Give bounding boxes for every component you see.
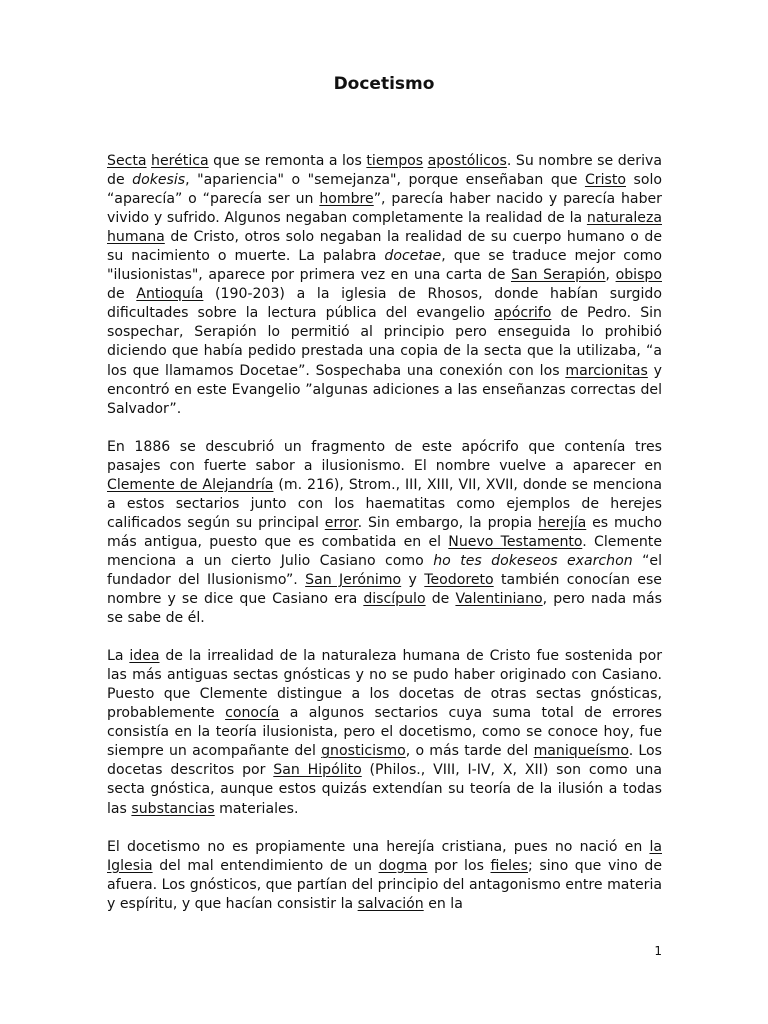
text-run: que se remonta a los [208,153,367,169]
italic-term: ho tes dokeseos exarchon [433,552,633,569]
inline-link[interactable]: herética [151,153,209,169]
text-run: del mal entendimiento de un [152,857,379,874]
inline-link[interactable]: marcionitas [565,362,648,379]
paragraph [107,152,662,419]
text-run: de Pedro. Sin sospechar, Serapión lo permitió al principio pero enseguida lo prohibió diciendo que había pedido prestada una copia de la secta que la utilizaba, “a los que llamamos Docetae”. Sospechaba una conexión con los [107,305,662,379]
inline-link[interactable]: Antioquía [136,286,204,303]
inline-link[interactable]: fieles [490,857,529,874]
page-number: 1 [654,944,662,958]
inline-link[interactable]: dogma [378,857,428,874]
text-run: de la irrealidad de la naturaleza humana de Cristo fue sostenida por las más antiguas sectas gnósticas y no se pudo haber originado con Casiano. Puesto que Clemente distingue a los docetas de otras sectas gnósticas, probablemente [107,648,663,722]
document-title: Docetismo [333,74,435,94]
inline-link[interactable]: Nuevo Testamento [448,533,583,550]
paragraph [107,438,662,628]
italic-term: docetae [384,248,442,265]
inline-link[interactable]: discípulo [363,591,426,608]
inline-link[interactable]: error [324,514,358,531]
text-run: materiales. [214,800,299,817]
text-run: de [107,286,137,303]
text-run: de Cristo, otros solo negaban la realidad de su cuerpo humano o de su nacimiento o muerte. La palabra [107,229,662,265]
inline-link[interactable]: San Hipólito [273,762,362,779]
text-run: El docetismo no es propiamente una herejía cristiana, pues no nació en [107,838,650,855]
text-run: ”, parecía haber nacido y parecía haber vivido y sufrido. Algunos negaban completamente la realidad de la [107,191,662,227]
text-run: es mucho más antigua, puesto que es combatida en el [107,514,662,550]
inline-link[interactable]: gnosticismo [321,743,406,760]
text-run: . Su nombre se deriva de [107,153,662,189]
text-run: . Sin embargo, la propia [357,514,539,531]
inline-link[interactable]: Clemente de Alejandría [107,476,274,493]
inline-link[interactable]: obispo [615,267,662,284]
text-run: “el fundador del Ilusionismo”. [107,552,662,588]
text-run: y [401,571,425,588]
inline-link[interactable]: la Iglesia [107,838,662,874]
inline-link[interactable]: salvación [357,895,424,912]
inline-link[interactable]: naturaleza [586,210,662,227]
paragraph [107,647,662,818]
inline-link[interactable]: tiempos [366,153,424,169]
text-run: (190-203) a la iglesia de Rhosos, donde habían surgido dificultades sobre la lectura pública del evangelio [107,286,662,322]
text-run: solo “aparecía” o “parecía ser un [107,172,662,208]
inline-link[interactable]: substancias [131,800,215,817]
text-run: de [425,591,456,608]
inline-link[interactable]: San Serapión [510,267,606,284]
text-run: también conocían ese nombre y se dice que Casiano era [107,571,662,608]
inline-link[interactable]: humana [107,229,165,246]
inline-link[interactable]: Secta [107,153,147,169]
inline-link[interactable]: Teodoreto [424,571,494,588]
text-run: ; sino que vino de afuera. Los gnósticos, que partían del principio del antagonismo entre materia y espíritu, y que hacían consistir la [107,857,663,912]
text-run: (m. 216), Strom., III, XIII, VII, XVII, donde se menciona a estos sectarios junto con los haematitas como ejemplos de herejes calificados según su principal [107,476,662,531]
text-run: , o más tarde del [405,743,534,760]
inline-link[interactable]: apostólicos [427,153,507,169]
inline-link[interactable]: maniqueísmo [533,743,629,760]
text-run: y encontró en este Evangelio ”algunas adiciones a las enseñanzas correctas del Salvador”. [107,362,662,417]
inline-link[interactable]: hombre [319,191,374,208]
inline-link[interactable]: herejía [538,514,587,531]
text-run: En 1886 se descubrió un fragmento de este apócrifo que contenía tres pasajes con fuerte sabor a ilusionismo. El nombre vuelve a aparecer en [107,438,662,474]
text-run: , que se traduce mejor como "ilusionistas", aparece por primera vez en una carta de [107,248,662,284]
inline-link[interactable]: apócrifo [494,305,552,322]
text-run: (Philos., VIII, I-IV, X, XII) son como una secta gnóstica, aunque estos quizás extendían su teoría de la ilusión a todas las [107,762,662,817]
text-run: La [107,648,130,665]
text-run: en la [423,895,463,912]
text-run: . Los docetas descritos por [107,743,662,779]
text-run: . Clemente menciona a un cierto Julio Casiano como [107,533,662,569]
document-body [107,152,662,914]
inline-link[interactable]: San Jerónimo [305,571,402,588]
text-run: , pero nada más se sabe de él. [107,591,662,627]
inline-link[interactable]: conocía [225,705,280,722]
text-run: a algunos sectarios cuya suma total de errores consistía en la teoría ilusionista, pero el docetismo, como se conoce hoy, fue siempre un acompañante del [107,705,662,760]
text-run: , [605,267,616,284]
paragraph [107,838,662,914]
inline-link[interactable]: Valentiniano [455,591,543,608]
inline-link[interactable]: idea [129,648,160,665]
inline-link[interactable]: Cristo [584,172,626,189]
text-run: , "apariencia" o "semejanza", porque enseñaban que [185,172,585,189]
italic-term: dokesis [132,172,186,189]
text-run: por los [427,857,491,874]
